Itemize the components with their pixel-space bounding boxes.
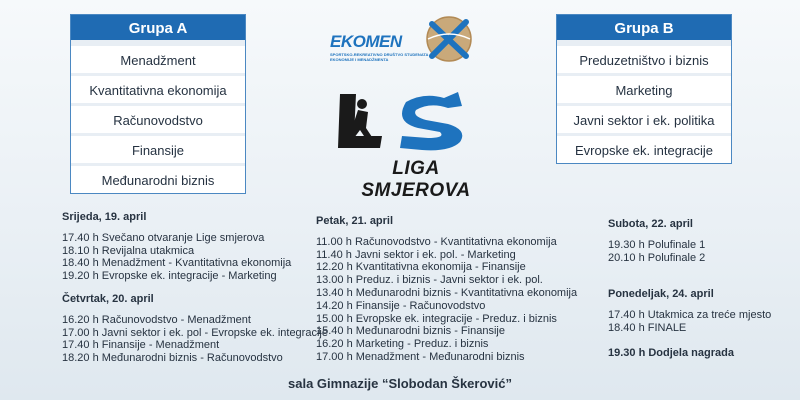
liga-smjerova-title: LIGA SMJEROVA xyxy=(361,158,471,201)
schedule-item: 18.10 h Revijalna utakmica xyxy=(62,244,195,257)
ekomen-logo-text: EKOMEN xyxy=(330,32,402,51)
schedule-column-2 xyxy=(316,215,577,364)
schedule-item: 15.00 h Evropske ek. integracije - Preduz. i biznis xyxy=(316,312,557,325)
schedule-item: 17.40 h Utakmica za treće mjesto xyxy=(608,309,772,322)
schedule-item: 18.40 h Menadžment - Kvantitativna ekonomija xyxy=(62,257,292,270)
ls-emblem-icon xyxy=(336,88,496,158)
schedule-item: 17.40 h Svečano otvaranje Lige smjerova xyxy=(62,231,265,244)
day-heading: Subota, 22. april xyxy=(608,218,693,230)
schedule-column-3 xyxy=(608,218,771,360)
group-b-item: Evropske ek. integracije xyxy=(557,133,731,163)
group-a-item: Kvantitativna ekonomija xyxy=(71,73,245,103)
group-a-item: Finansije xyxy=(71,133,245,163)
schedule-column-1 xyxy=(62,211,328,365)
schedule-item: 15.40 h Međunarodni biznis - Finansije xyxy=(316,325,505,338)
ekomen-logo xyxy=(326,12,476,72)
schedule-item: 20.10 h Polufinale 2 xyxy=(608,251,706,264)
group-b-table xyxy=(556,14,732,164)
schedule-item: 12.20 h Kvantitativna ekonomija - Finansije xyxy=(316,261,526,274)
schedule-item: 18.20 h Međunarodni biznis - Računovodstvo xyxy=(62,352,283,365)
award-ceremony: 19.30 h Dodjela nagrada xyxy=(608,346,734,359)
schedule-item: 13.40 h Međunarodni biznis - Kvantitativna ekonomija xyxy=(316,286,578,299)
schedule-item: 19.30 h Polufinale 1 xyxy=(608,238,706,251)
group-a-table xyxy=(70,14,246,194)
venue-footer: sala Gimnazije “Slobodan Škerović” xyxy=(288,376,512,391)
group-b-item: Javni sektor i ek. politika xyxy=(557,103,731,133)
group-b-item: Preduzetništvo i biznis xyxy=(557,43,731,73)
schedule-item: 11.40 h Javni sektor i ek. pol. - Marketing xyxy=(316,248,516,261)
schedule-item: 17.00 h Javni sektor i ek. pol - Evropske ek. integracije xyxy=(62,326,328,339)
schedule-item: 18.40 h FINALE xyxy=(608,321,687,334)
liga-smjerova-logo xyxy=(336,88,496,201)
schedule-item: 16.20 h Marketing - Preduz. i biznis xyxy=(316,338,489,351)
schedule-item: 17.40 h Finansije - Menadžment xyxy=(62,339,220,352)
schedule-item: 16.20 h Računovodstvo - Menadžment xyxy=(62,313,251,326)
schedule-item: 14.20 h Finansije - Računovodstvo xyxy=(316,299,486,312)
group-a-item: Računovodstvo xyxy=(71,103,245,133)
group-b-item: Marketing xyxy=(557,73,731,103)
schedule-item: 11.00 h Računovodstvo - Kvantitativna ekonomija xyxy=(316,235,557,248)
ball-icon xyxy=(424,14,474,64)
day-heading: Četvrtak, 20. april xyxy=(62,292,154,305)
ekomen-logo-subtitle: SPORTSKO-REKREATIVNO DRUŠTVO STUDENATA EKONOMIJE I MENADŽMENTA xyxy=(330,52,429,62)
group-b-title: Grupa B xyxy=(557,15,731,43)
schedule-item: 13.00 h Preduz. i biznis - Javni sektor i ek. pol. xyxy=(316,274,543,287)
schedule-item: 17.00 h Menadžment - Međunarodni biznis xyxy=(316,350,525,363)
group-a-item: Menadžment xyxy=(71,43,245,73)
group-a-title: Grupa A xyxy=(71,15,245,43)
schedule-item: 19.20 h Evropske ek. integracije - Marketing xyxy=(62,270,277,283)
day-heading: Petak, 21. april xyxy=(316,215,394,227)
day-heading: Ponedeljak, 24. april xyxy=(608,288,714,301)
day-heading: Srijeda, 19. april xyxy=(62,211,147,223)
group-a-item: Međunarodni biznis xyxy=(71,163,245,193)
